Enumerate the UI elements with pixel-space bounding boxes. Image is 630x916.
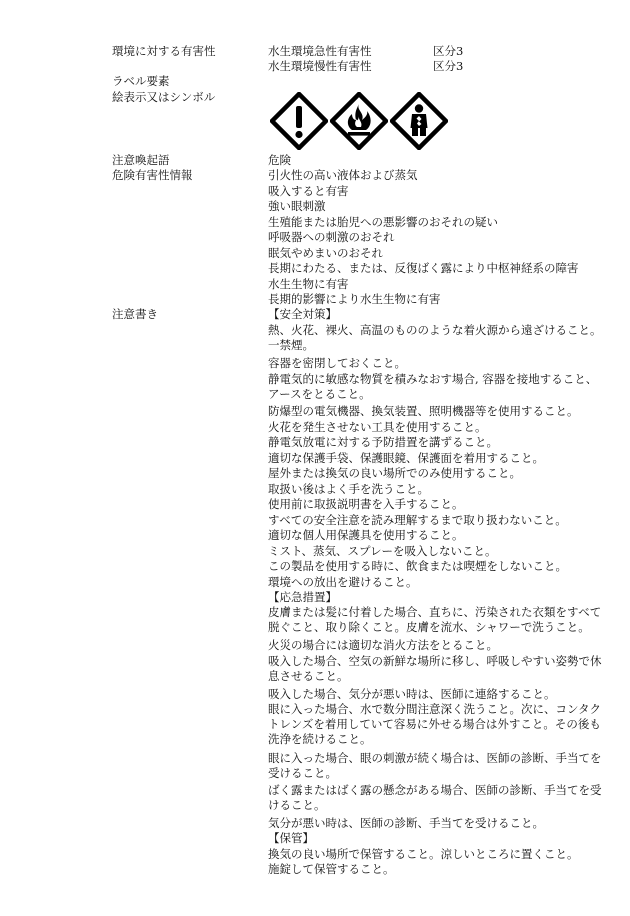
precaution-statement: 換気の良い場所で保管すること。涼しいところに置くこと。 — [268, 847, 579, 861]
label-elements-label: ラベル要素 — [112, 74, 170, 88]
flame-icon — [330, 92, 388, 150]
hazard-statements-label: 危険有害性情報 — [112, 168, 193, 182]
env-hazard-acute-name: 水生環境急性有害性 — [268, 44, 372, 58]
env-hazard-chronic-name: 水生環境慢性有害性 — [268, 59, 372, 73]
hazard-statement: 長期的影響により水生生物に有害 — [268, 292, 441, 306]
hazard-statement: 長期にわたる、または、反復ばく露により中枢神経系の障害 — [268, 261, 579, 275]
precaution-statement: 容器を密閉しておくこと。 — [268, 356, 406, 370]
precaution-statement: 施錠して保管すること。 — [268, 862, 395, 876]
precaution-statement: 気分が悪い時は、医師の診断、手当てを受けること。 — [268, 816, 544, 830]
precaution-statement: 吸入した場合、空気の新鮮な場所に移し、呼吸しやすい姿勢で休息させること。 — [268, 654, 602, 684]
precaution-statement: 熱、火花、裸火、高温のもののような着火源から遠ざけること。一禁煙。 — [268, 323, 602, 353]
precaution-statement: 使用前に取扱説明書を入手すること。 — [268, 497, 464, 511]
precaution-statement: 環境への放出を避けること。 — [268, 575, 418, 589]
precaution-statement: すべての安全注意を読み理解するまで取り扱わないこと。 — [268, 513, 567, 527]
hazard-statement: 強い眼刺激 — [268, 199, 326, 213]
signal-word-value: 危険 — [268, 153, 291, 167]
pictograms-label: 絵表示又はシンボル — [112, 90, 216, 104]
hazard-statement: 眠気やめまいのおそれ — [268, 246, 383, 260]
health-hazard-icon — [390, 92, 448, 150]
signal-word-label: 注意喚起語 — [112, 153, 170, 167]
precaution-statement: ミスト、蒸気、スプレーを吸入しないこと。 — [268, 544, 497, 558]
precaution-statement: 防爆型の電気機器、換気装置、照明機器等を使用すること。 — [268, 404, 579, 418]
precaution-statement: 取扱い後はよく手を洗うこと。 — [268, 482, 429, 496]
env-hazard-label: 環境に対する有害性 — [112, 44, 216, 58]
storage-heading: 【保管】 — [268, 831, 314, 845]
precaution-statement: この製品を使用する時に、飲食または喫煙をしないこと。 — [268, 559, 567, 573]
precaution-statement: 静電気的に敏感な物質を積みなおす場合, 容器を接地すること、アースをとること。 — [268, 372, 598, 402]
precaution-statement: 火災の場合には適切な消火方法をとること。 — [268, 638, 498, 652]
exclamation-mark-icon — [270, 92, 328, 150]
response-heading: 【応急措置】 — [268, 590, 337, 604]
precaution-statement: 火花を発生させない工具を使用すること。 — [268, 420, 487, 434]
env-hazard-acute-category: 区分3 — [433, 44, 464, 58]
precaution-statement: 適切な個人用保護具を使用すること。 — [268, 528, 464, 542]
precaution-statement: 静電気放電に対する予防措置を講ずること。 — [268, 435, 498, 449]
hazard-statement: 生殖能または胎児への悪影響のおそれの疑い — [268, 215, 498, 229]
precaution-statement: ばく露またはばく露の懸念がある場合、医師の診断、手当てを受けること。 — [268, 783, 602, 813]
hazard-statement: 水生生物に有害 — [268, 277, 349, 291]
precaution-statement: 適切な保護手袋、保護眼鏡、保護面を着用すること。 — [268, 451, 544, 465]
precautionary-label: 注意書き — [112, 307, 158, 321]
precaution-statement: 屋外または換気の良い場所でのみ使用すること。 — [268, 466, 521, 480]
env-hazard-chronic-category: 区分3 — [433, 59, 464, 73]
hazard-statement: 呼吸器への刺激のおそれ — [268, 230, 395, 244]
safety-heading: 【安全対策】 — [268, 307, 337, 321]
precaution-statement: 眼に入った場合、眼の刺激が続く場合は、医師の診断、手当てを受けること。 — [268, 751, 602, 781]
precaution-statement: 皮膚または髪に付着した場合、直ちに、汚染された衣類をすべて脱ぐこと、取り除くこと。皮膚を流水、シャワーで洗うこと。 — [268, 605, 602, 635]
precaution-statement: 眼に入った場合、水で数分間注意深く洗うこと。次に、コンタクトレンズを着用していて容易に外せる場合は外すこと。その後も洗浄を続けること。 — [268, 702, 602, 747]
hazard-statement: 引火性の高い液体および蒸気 — [268, 168, 418, 182]
precaution-statement: 吸入した場合、気分が悪い時は、医師に連絡すること。 — [268, 687, 556, 701]
hazard-statement: 吸入すると有害 — [268, 184, 349, 198]
